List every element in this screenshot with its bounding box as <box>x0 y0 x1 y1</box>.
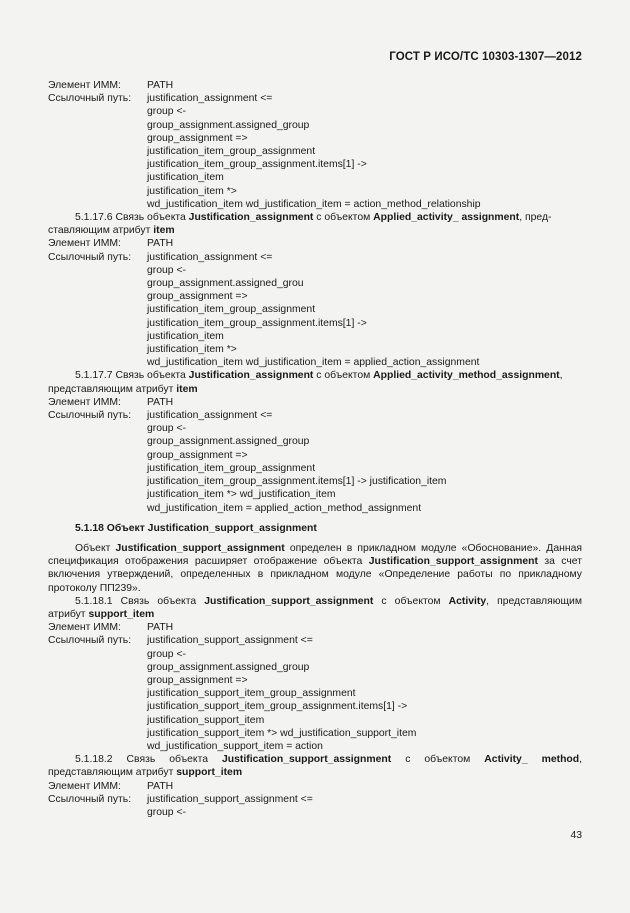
code-line: justification_item_group_assignment.items[1] -> <box>147 317 367 329</box>
path-label: Ссылочный путь: <box>48 93 132 105</box>
code-line: wd_justification_item = applied_action_method_assignment <box>147 502 422 514</box>
code-line: group <- <box>147 648 186 660</box>
element-label: Элемент ИММ: <box>48 80 121 91</box>
code-line: justification_support_item_group_assignment.items[1] -> <box>147 701 408 713</box>
code-line: justification_item_group_assignment <box>147 304 316 316</box>
code-line: group <- <box>147 806 186 818</box>
code-line: justification_support_assignment <= <box>147 635 313 647</box>
code-line: group_assignment.assigned_grou <box>147 278 304 290</box>
code-line: group_assignment.assigned_group <box>147 661 310 673</box>
path-row <box>48 409 582 422</box>
element-label: Элемент ИММ: <box>48 238 121 250</box>
element-value: PATH <box>147 396 174 408</box>
code-line: group <- <box>147 106 186 118</box>
code-line: justification_assignment <= <box>147 93 273 105</box>
code-line: wd_justification_item wd_justification_item = action_method_relationship <box>147 198 481 210</box>
code-line: justification_item <box>147 330 224 342</box>
path-label: Ссылочный путь: <box>48 635 132 647</box>
code-line: group <- <box>147 423 186 435</box>
code-line: justification_item <box>147 172 224 184</box>
path-row <box>48 793 582 806</box>
code-line: justification_item *> <box>147 344 237 356</box>
code-line: group_assignment => <box>147 449 248 461</box>
code-line: justification_item_group_assignment <box>147 462 316 474</box>
code-line: group_assignment => <box>147 674 248 686</box>
element-label: Элемент ИММ: <box>48 780 121 792</box>
element-value: PATH <box>147 622 174 634</box>
code-line: wd_justification_item wd_justification_item = applied_action_assignment <box>147 357 480 369</box>
element-row <box>48 780 582 793</box>
section-5-1-17-6-cont: ставляющим атрибут item <box>48 225 175 237</box>
element-label: Элемент ИММ: <box>48 396 121 408</box>
code-line: justification_item_group_assignment.items[1] -> <box>147 159 367 171</box>
path-row <box>48 92 582 105</box>
section-5-1-18-1: 5.1.18.1 Связь объекта Justification_support_assignment с объектом Activity, представляющим атрибут support_item <box>48 595 582 620</box>
code-line: group_assignment => <box>147 291 248 303</box>
code-line: group_assignment.assigned_group <box>147 436 310 448</box>
code-line: justification_support_item *> wd_justification_support_item <box>147 727 417 739</box>
element-row <box>48 79 582 92</box>
section-5-1-17-7: 5.1.17.7 Связь объекта Justification_assignment с объектом Applied_activity_method_assignment, <box>75 370 563 382</box>
code-line: justification_item *> <box>147 185 237 197</box>
code-line: group <- <box>147 264 186 276</box>
element-value: PATH <box>147 238 174 250</box>
code-line: justification_assignment <= <box>147 251 273 263</box>
section-5-1-17-6: 5.1.17.6 Связь объекта Justification_assignment с объектом Applied_activity_ assignment, пред- <box>75 212 552 224</box>
element-label: Элемент ИММ: <box>48 622 121 634</box>
section-5-1-18-2: 5.1.18.2 Связь объекта Justification_support_assignment с объектом Activity_ method, представляющим атрибут support_item <box>48 754 583 779</box>
element-value: PATH <box>147 80 174 91</box>
section-5-1-17-7-cont: представляющим атрибут item <box>48 383 198 395</box>
code-line: justification_support_item_group_assignment <box>147 688 356 700</box>
page-number: 43 <box>570 830 582 841</box>
element-row <box>48 396 582 409</box>
code-line: justification_assignment <= <box>147 410 273 422</box>
element-value: PATH <box>147 780 174 792</box>
element-row <box>48 621 582 634</box>
path-row <box>48 251 582 264</box>
section-heading-5-1-18: 5.1.18 Объект Justification_support_assignment <box>75 522 317 534</box>
code-line: justification_item_group_assignment.items[1] -> justification_item <box>147 476 447 488</box>
element-row <box>48 237 582 250</box>
paragraph-5-1-18: Объект Justification_support_assignment определен в прикладном модуле «Обоснование». Данная спецификация отображения расширяет отображение объекта Justification_support_assignment за счет включения утверждений, определенных в прикладном модуле «Определение работы по прикладному протоколу ПП239». <box>48 542 582 594</box>
code-line: wd_justification_support_item = action <box>147 740 323 752</box>
code-line: group_assignment => <box>147 132 248 144</box>
code-line: group_assignment.assigned_group <box>147 119 310 131</box>
page-content <box>48 79 582 819</box>
code-line: justification_support_assignment <= <box>147 793 313 805</box>
path-row <box>48 634 582 647</box>
code-line: justification_support_item <box>147 714 265 726</box>
code-line: justification_item *> wd_justification_item <box>147 489 336 501</box>
path-label: Ссылочный путь: <box>48 251 132 263</box>
path-label: Ссылочный путь: <box>48 793 132 805</box>
standard-header: ГОСТ Р ИСО/ТС 10303-1307—2012 <box>389 51 582 63</box>
path-label: Ссылочный путь: <box>48 410 132 422</box>
code-line: justification_item_group_assignment <box>147 146 316 158</box>
